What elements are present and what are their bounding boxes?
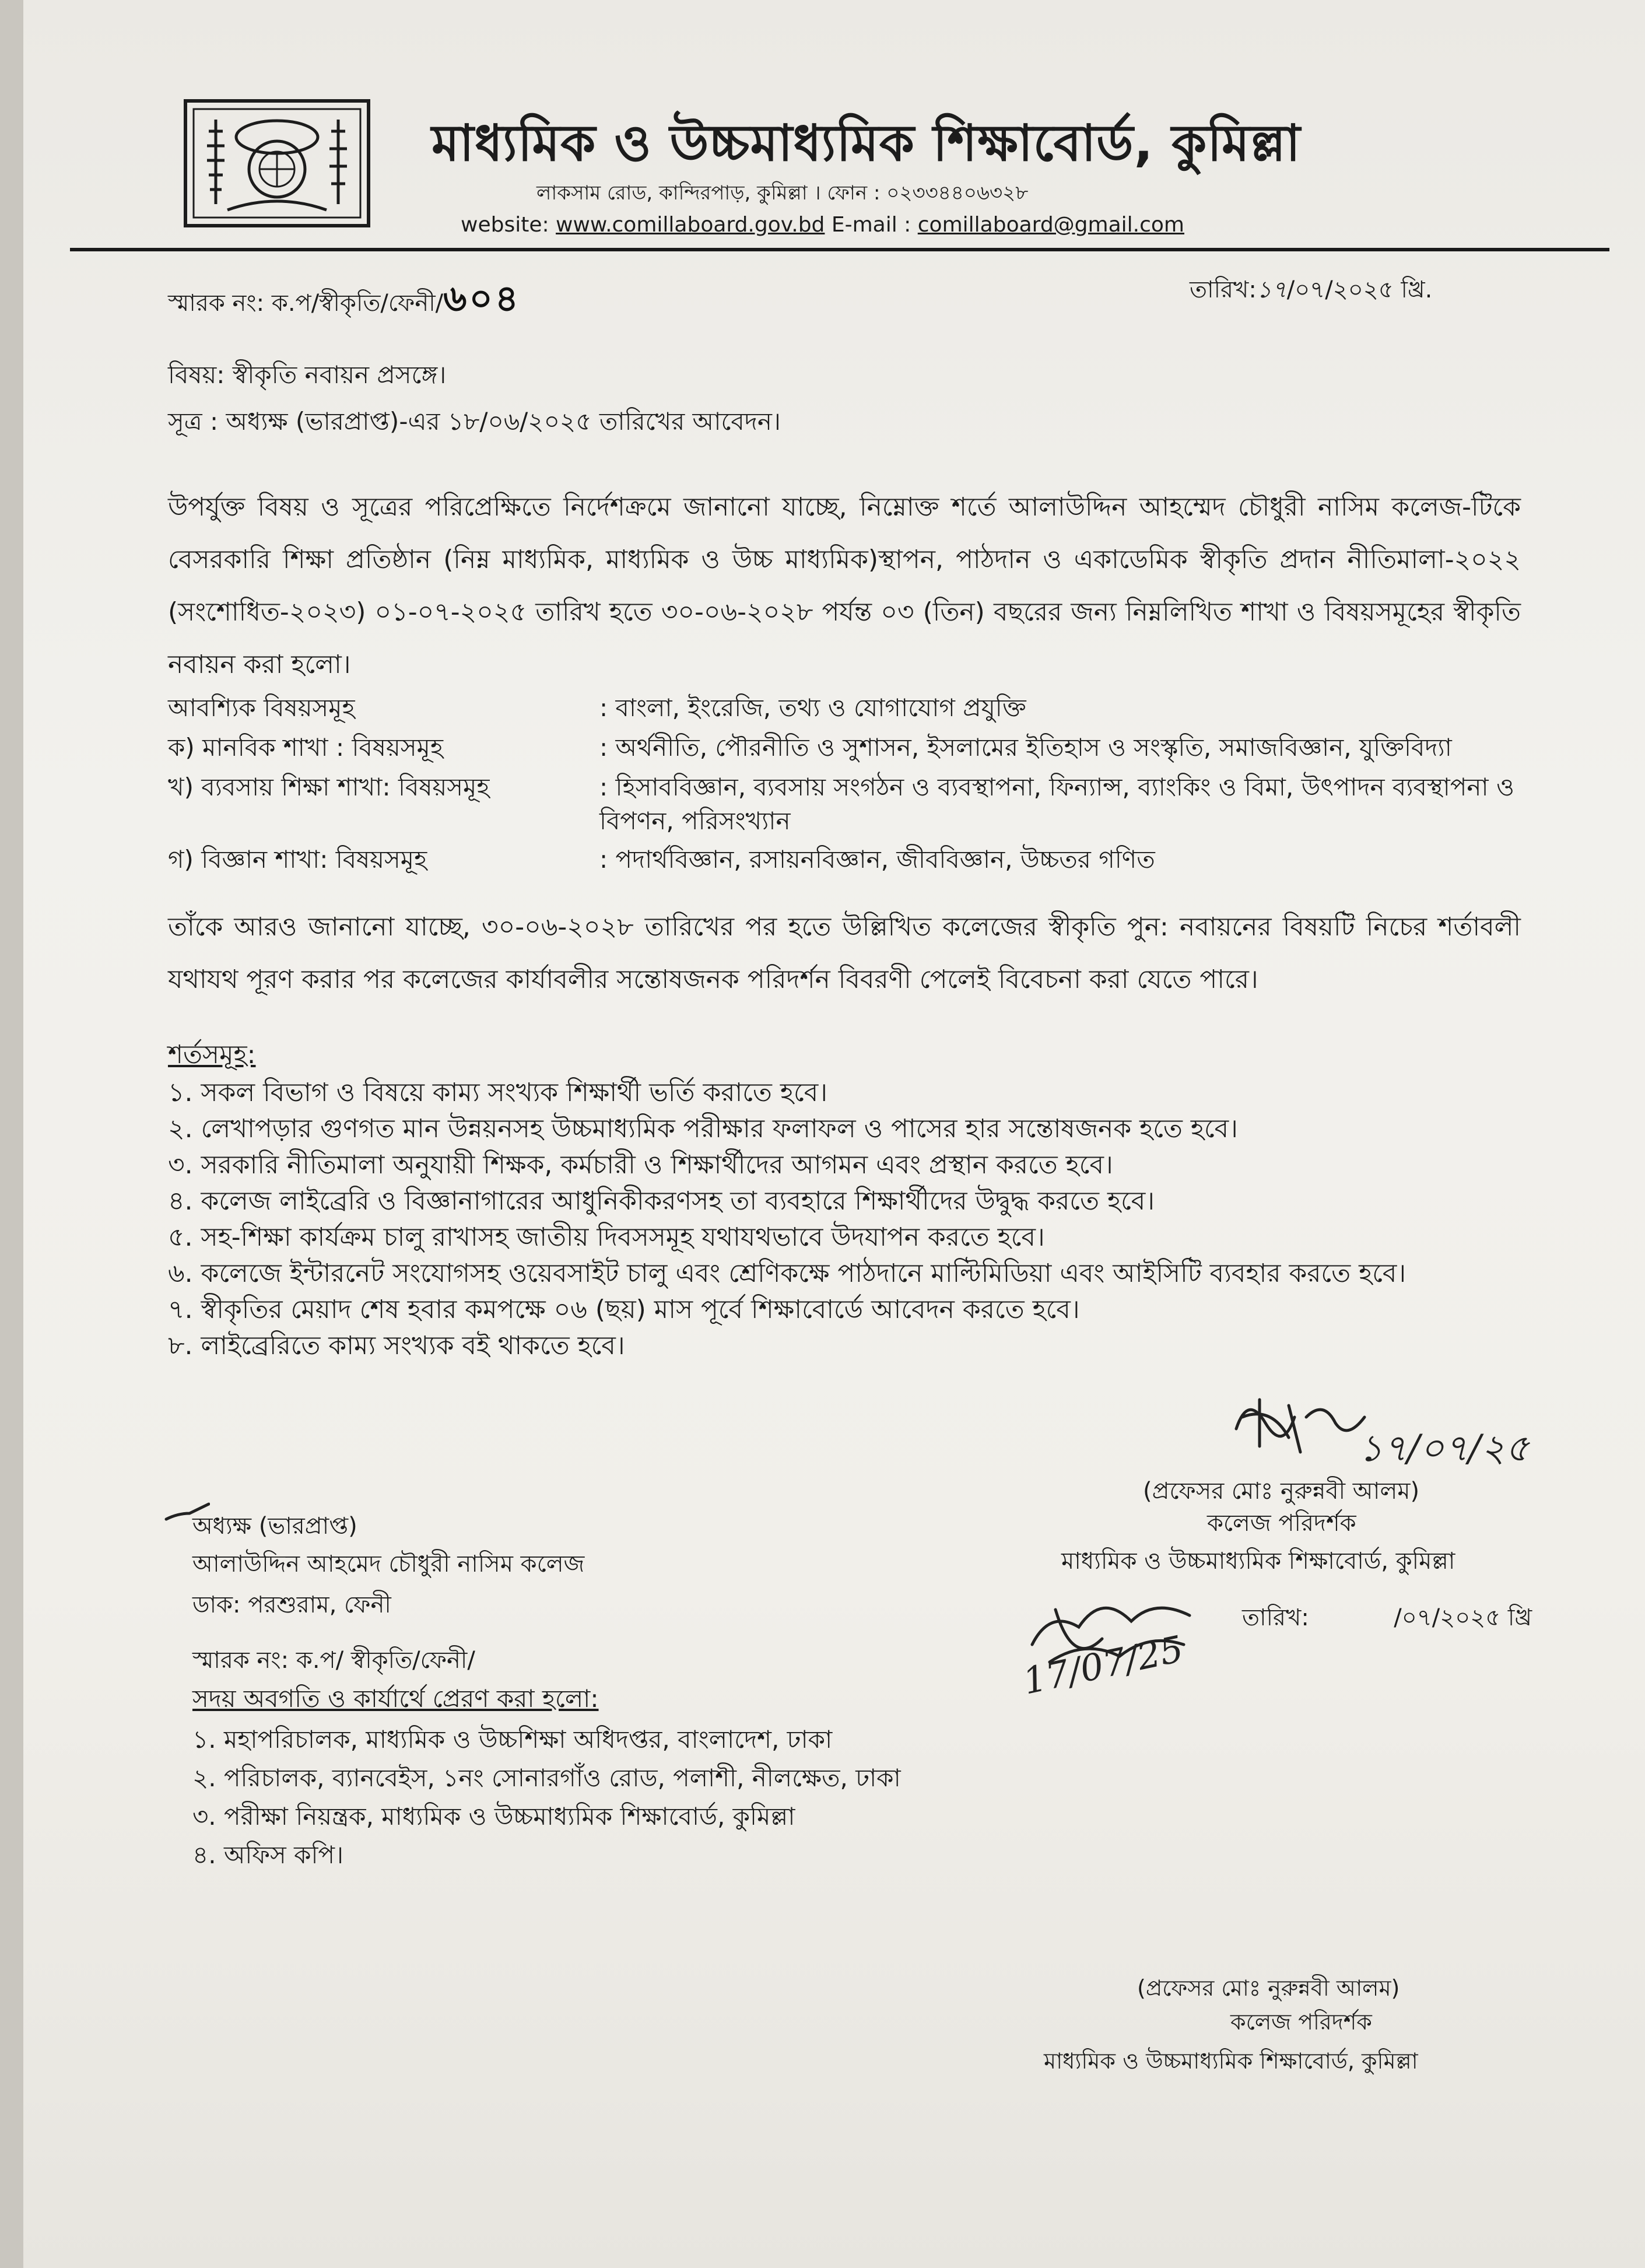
copy-to-item: ৪. অফিস কপি।: [192, 1841, 344, 1869]
body-paragraph-1: উপর্যুক্ত বিষয় ও সূত্রের পরিপ্রেক্ষিতে নির্দেশক্রমে জানানো যাচ্ছে, নিম্নোক্ত শর্তে আলাউদ্দিন আহম্মেদ চৌধুরী নাসিম কলেজ-টিকে বেসরকারি শিক্ষা প্রতিষ্ঠান (নিম্ন মাধ্যমিক, মাধ্যমিক ও উচ্চ মাধ্যমিক)স্থাপন, পাঠদান ও একাডেমিক স্বীকৃতি প্রদান নীতিমালা-২০২২ (সংশোধিত-২০২৩) ০১-০৭-২০২৫ তারিখ হতে ৩০-০৬-২০২৮ পর্যন্ত ০৩ (তিন) বছরের জন্য নিম্নলিখিত শাখা ও বিষয়সমূহের স্বীকৃতি নবায়ন করা হলো।: [168, 492, 1521, 679]
signatory-title: কলেজ পরিদর্শক: [1207, 1510, 1356, 1537]
condition-item: ৪. কলেজ লাইব্রেরি ও বিজ্ঞানাগারের আধুনিকীকরণসহ তা ব্যবহারে শিক্ষার্থীদের উদ্বুদ্ধ করতে হবে।: [168, 1186, 1155, 1216]
recipient-title: অধ্যক্ষ (ভারপ্রাপ্ত): [192, 1513, 357, 1540]
condition-item: ১. সকল বিভাগ ও বিষয়ে কাম্য সংখ্যক শিক্ষার্থী ভর্তি করাতে হবে।: [168, 1078, 827, 1107]
bottom-signatory-name: (প্রফেসর মোঃ নুরুন্নবী আলম): [1137, 1975, 1400, 2001]
second-memo-date: [1242, 1599, 1532, 1638]
memo-prefix: স্মারক নং: ক.প/স্বীকৃতি/ফেনী/: [168, 290, 444, 317]
conditions-heading: শর্তসমূহ:: [168, 1040, 256, 1070]
subject-row-label: খ) ব্যবসায় শিক্ষা শাখা: বিষয়সমূহ: [168, 773, 490, 801]
signature-date-handwritten: ১৭/০৭/২৫: [1359, 1427, 1530, 1470]
condition-item: ৫. সহ-শিক্ষা কার্যক্রম চালু রাখাসহ জাতীয় দিবসসমূহ যথাযথভাবে উদযাপন করতে হবে।: [168, 1222, 1045, 1252]
subject-row-value: : বাংলা, ইংরেজি, তথ্য ও যোগাযোগ প্রযুক্তি: [599, 693, 1026, 722]
memo-date: [1190, 271, 1432, 310]
condition-item: ৬. কলেজে ইন্টারনেট সংযোগসহ ওয়েবসাইট চালু এবং শ্রেণিকক্ষে পাঠদানে মাল্টিমিডিয়া এবং আইসিটি ব্যবহার করতে হবে।: [168, 1259, 1407, 1288]
copy-to-heading: সদয় অবগতি ও কার্যার্থে প্রেরণ করা হলো:: [192, 1684, 599, 1713]
condition-item: ২. লেখাপড়ার গুণগত মান উন্নয়নসহ উচ্চমাধ্যমিক পরীক্ষার ফলাফল ও পাসের হার সন্তোষজনক হতে হবে।: [168, 1114, 1238, 1144]
bottom-signatory-title: কলেজ পরিদর্শক: [1230, 2009, 1372, 2035]
date-rest: /০৭/২০২৫ খ্রি.: [1286, 276, 1433, 303]
board-address: লাকসাম রোড, কান্দিরপাড়, কুমিল্লা । ফোন : ০২৩৩৪৪০৬৩২৮: [536, 181, 1029, 205]
subject-row-value: : অর্থনীতি, পৌরনীতি ও সুশাসন, ইসলামের ইতিহাস ও সংস্কৃতি, সমাজবিজ্ঞান, যুক্তিবিদ্যা: [599, 733, 1452, 762]
header-divider: [70, 248, 1609, 251]
signatory-board: মাধ্যমিক ও উচ্চমাধ্যমিক শিক্ষাবোর্ড, কুমিল্লা: [1061, 1548, 1455, 1575]
second-memo-number: স্মারক নং: ক.প/ স্বীকৃতি/ফেনী/: [192, 1647, 475, 1674]
date-rest: /০৭/২০২৫ খ্রি: [1394, 1604, 1532, 1631]
email-link[interactable]: comillaboard@gmail.com: [917, 213, 1184, 237]
subject-row-label: গ) বিজ্ঞান শাখা: বিষয়সমূহ: [168, 845, 427, 874]
signatory-name: (প্রফেসর মোঃ নুরুন্নবী আলম): [1143, 1478, 1420, 1505]
reference-line: সূত্র : অধ্যক্ষ (ভারপ্রাপ্ত)-এর ১৮/০৬/২০২৫ তারিখের আবেদন।: [168, 407, 781, 436]
email-label: E-mail :: [831, 213, 911, 237]
copy-to-item: ১. মহাপরিচালক, মাধ্যমিক ও উচ্চশিক্ষা অধিদপ্তর, বাংলাদেশ, ঢাকা: [192, 1725, 833, 1754]
date-label: তারিখ:: [1242, 1604, 1309, 1631]
memo-number: [168, 271, 521, 331]
website-link[interactable]: www.comillaboard.gov.bd: [556, 213, 825, 237]
subject-line: বিষয়: স্বীকৃতি নবায়ন প্রসঙ্গে।: [168, 360, 447, 389]
copy-to-item: ২. পরিচালক, ব্যানবেইস, ১নং সোনারগাঁও রোড, পলাশী, নীলক্ষেত, ঢাকা: [192, 1764, 901, 1792]
condition-item: ৭. স্বীকৃতির মেয়াদ শেষ হবার কমপক্ষে ০৬ (ছয়) মাস পূর্বে শিক্ষাবোর্ডে আবেদন করতে হবে।: [168, 1295, 1080, 1324]
condition-item: ৩. সরকারি নীতিমালা অনুযায়ী শিক্ষক, কর্মচারী ও শিক্ষার্থীদের আগমন এবং প্রস্থান করতে হবে।: [168, 1150, 1113, 1180]
board-name: মাধ্যমিক ও উচ্চমাধ্যমিক শিক্ষাবোর্ড, কুমিল্লা: [432, 114, 1301, 173]
date-day-handwritten: ১৭: [1256, 276, 1287, 303]
document-page: [23, 0, 1645, 2268]
body-paragraph-2: তাঁকে আরও জানানো যাচ্ছে, ৩০-০৬-২০২৮ তারিখের পর হতে উল্লিখিত কলেজের স্বীকৃতি পুন: নবায়নের বিষয়টি নিচের শর্তাবলী যথাযথ পূরণ করার পর কলেজের কার্যাবলীর সন্তোষজনক পরিদর্শন বিবরণী পেলেই বিবেচনা করা যেতে পারে।: [168, 912, 1521, 994]
memo-handwritten-number: ৬০৪: [443, 277, 521, 320]
website-label: website:: [461, 213, 549, 237]
copy-to-item: ৩. পরীক্ষা নিয়ন্ত্রক, মাধ্যমিক ও উচ্চমাধ্যমিক শিক্ষাবোর্ড, কুমিল্লা: [192, 1802, 795, 1831]
recipient-college: আলাউদ্দিন আহমেদ চৌধুরী নাসিম কলেজ: [192, 1551, 585, 1578]
handwritten-signature: [1225, 1382, 1551, 1481]
initials-date-handwritten: 17/07/25: [1019, 1627, 1187, 1703]
subject-row-label: ক) মানবিক শাখা : বিষয়সমূহ: [168, 733, 443, 762]
handwritten-initials: [1015, 1575, 1248, 1703]
recipient-post: ডাক: পরশুরাম, ফেনী: [192, 1592, 391, 1618]
board-contact: [461, 213, 1184, 237]
bottom-signatory-board: মাধ্যমিক ও উচ্চমাধ্যমিক শিক্ষাবোর্ড, কুমিল্লা: [1044, 2048, 1418, 2074]
subject-row-label: আবশ্যিক বিষয়সমূহ: [168, 693, 355, 722]
date-label: তারিখ:: [1190, 276, 1257, 303]
subject-row-value: : হিসাববিজ্ঞান, ব্যবসায় সংগঠন ও ব্যবস্থাপনা, ফিন্যান্স, ব্যাংকিং ও বিমা, উৎপাদন ব্যবস্থাপনা ও বিপণন, পরিসংখ্যান: [599, 773, 1514, 835]
condition-item: ৮. লাইব্রেরিতে কাম্য সংখ্যক বই থাকতে হবে।: [168, 1331, 625, 1361]
board-seal-logo: [181, 96, 373, 230]
subject-row-value: : পদার্থবিজ্ঞান, রসায়নবিজ্ঞান, জীববিজ্ঞান, উচ্চতর গণিত: [599, 845, 1155, 874]
